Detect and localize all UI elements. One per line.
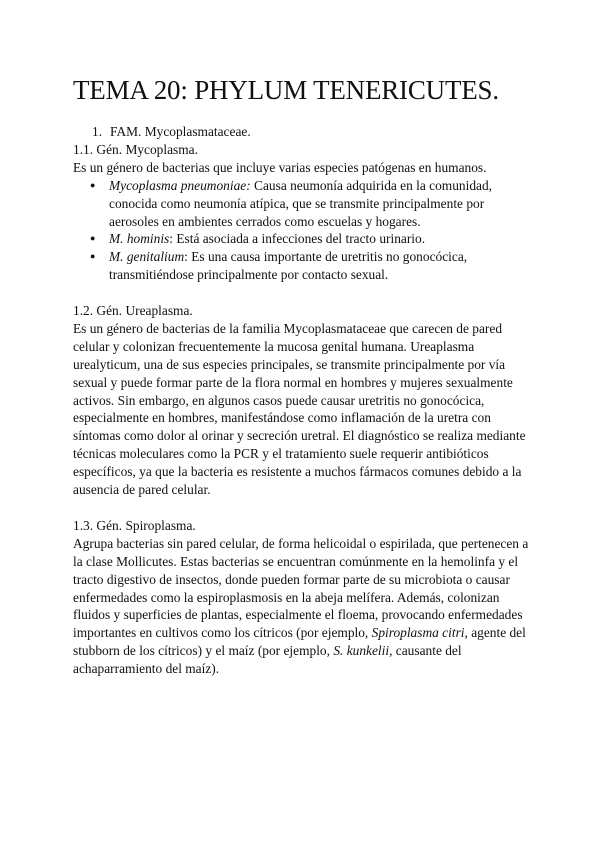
family-heading: [73, 123, 533, 141]
section2-paragraph: Es un género de bacterias de la familia Mycoplasmataceae que carecen de pared celular y colonizan frecuentemente la mucosa genital humana. Ureaplasma urealyticum, una de sus especies principales, se transmite principalmente por vía sexual y puede formar parte de la flora normal en hombres y mujeres sexualmente activos. Sin embargo, en algunos casos puede causar uretritis no gonocócica, especialmente en hombres, manifestándose como inflamación de la uretra con síntomas como dolor al orinar y secreción uretral. El diagnóstico se realiza mediante técnicas moleculares como la PCR y el tratamiento suele requerir antibióticos específicos, ya que la bacteria es resistente a muchos fármacos comunes debido a la ausencia de pared celular.: [73, 320, 526, 498]
section1-heading: 1.1. Gén. Mycoplasma.: [73, 141, 198, 157]
section3-heading: 1.3. Gén. Spiroplasma.: [73, 517, 196, 533]
family-label: FAM. Mycoplasmataceae.: [110, 124, 251, 139]
list-item: [73, 230, 533, 248]
species-description: Causa neumonía adquirida en la comunidad, conocida como neumonía atípica, que se transmite principalmente por aerosoles en ambientes cerrados como escuelas y hogares.: [109, 177, 493, 229]
species-name: M. hominis: [109, 231, 170, 247]
species-name: M. genitalium: [109, 249, 185, 265]
page-title: TEMA 20: PHYLUM TENERICUTES.: [73, 75, 499, 105]
species-list: [73, 177, 533, 284]
section3-paragraph: [73, 535, 533, 678]
list-item: [73, 248, 533, 284]
species-name: Spiroplasma citri: [371, 625, 465, 641]
document-body: [73, 123, 533, 678]
section3-text: , causante del achaparramiento del maíz).: [73, 643, 462, 677]
species-name: Mycoplasma pneumoniae:: [109, 177, 251, 193]
species-name: S. kunkelii: [333, 643, 390, 659]
family-number: 1.: [92, 124, 103, 139]
species-description: : Es una causa importante de uretritis no gonocócica, transmitiéndose principalmente por contacto sexual.: [109, 249, 468, 283]
spacer: [73, 499, 533, 517]
section2-heading: 1.2. Gén. Ureaplasma.: [73, 303, 193, 319]
section1-intro: Es un género de bacterias que incluye varias especies patógenas en humanos.: [73, 159, 487, 175]
section3-text: , agente del stubborn de los cítricos) y el maíz (por ejemplo,: [73, 625, 526, 659]
species-description: : Está asociada a infecciones del tracto urinario.: [169, 231, 426, 247]
list-item: [73, 177, 533, 231]
spacer: [73, 284, 533, 302]
section3-text: Agrupa bacterias sin pared celular, de forma helicoidal o espirilada, que pertenecen a la clase Mollicutes. Estas bacterias se encuentran comúnmente en la hemolinfa y el tracto digestivo de insectos, donde pueden formar parte de su microbiota o causar enfermedades como la espiroplasmosis en la abeja melífera. Además, colonizan fluidos y superficies de plantas, especialmente el floema, provocando enfermedades importantes en cultivos como los cítricos (por ejemplo,: [73, 535, 529, 641]
